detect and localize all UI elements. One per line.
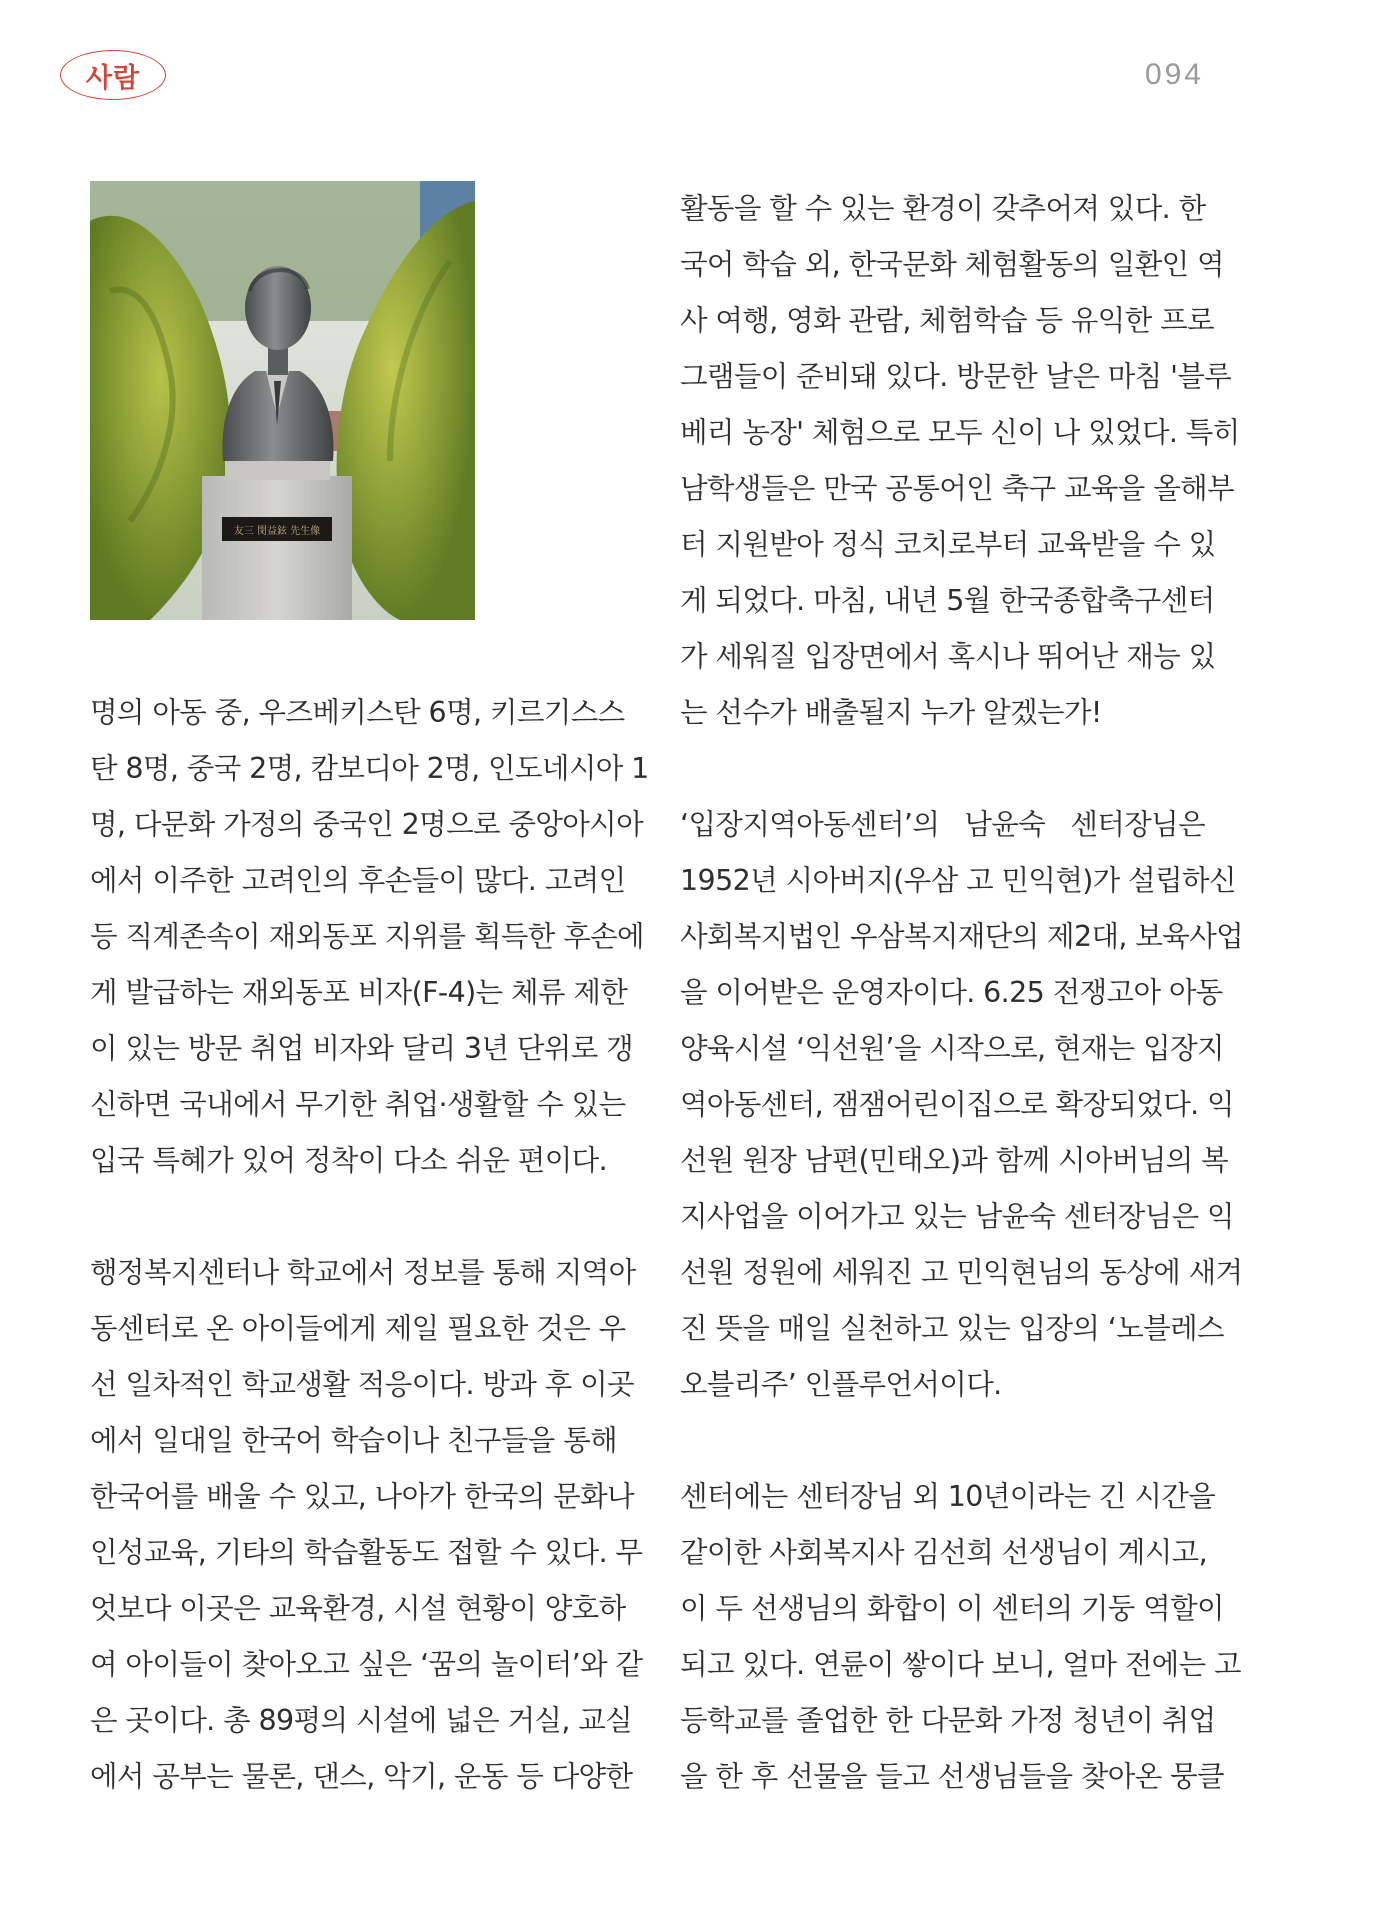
- text-line: 을 한 후 선물을 들고 선생님들을 찾아온 뭉클: [680, 1760, 1224, 1793]
- text-line: 이 있는 방문 취업 비자와 달리 3년 단위로 갱: [90, 1032, 634, 1065]
- section-label: 사람: [85, 62, 141, 94]
- text-line: 게 되었다. 마침, 내년 5월 한국종합축구센터: [680, 584, 1215, 617]
- text-line: 베리 농장' 체험으로 모두 신이 나 있었다. 특히: [680, 416, 1240, 449]
- text-line: 등학교를 졸업한 한 다문화 가정 청년이 취업: [680, 1704, 1216, 1737]
- text-line: 엇보다 이곳은 교육환경, 시설 현황이 양호하: [90, 1592, 626, 1625]
- text-line: 은 곳이다. 총 89평의 시설에 넓은 거실, 교실: [90, 1704, 633, 1737]
- text-line: 센터에는 센터장님 외 10년이라는 긴 시간을: [680, 1480, 1216, 1513]
- section-badge: [60, 50, 166, 100]
- text-line: 터 지원받아 정식 코치로부터 교육받을 수 있: [680, 528, 1216, 561]
- right-paragraph-2: [680, 797, 1244, 1413]
- right-paragraph-3: [680, 1469, 1241, 1805]
- text-line: 가 세워질 입장면에서 혹시나 뛰어난 재능 있: [680, 640, 1216, 673]
- text-line: 사회복지법인 우삼복지재단의 제2대, 보육사업: [680, 920, 1244, 953]
- text-line: 행정복지센터나 학교에서 정보를 통해 지역아: [90, 1256, 636, 1289]
- text-line: 양육시설 ‘익선원’을 시작으로, 현재는 입장지: [680, 1032, 1224, 1065]
- text-line: 그램들이 준비돼 있다. 방문한 날은 마침 '블루: [680, 360, 1232, 393]
- text-line: 입국 특혜가 있어 정착이 다소 쉬운 편이다.: [90, 1144, 608, 1177]
- text-line: 오블리주’ 인플루언서이다.: [680, 1368, 1002, 1401]
- left-paragraph-2: [90, 1245, 643, 1805]
- right-paragraph-1: [680, 181, 1240, 741]
- left-column: [90, 685, 649, 1805]
- text-line: 활동을 할 수 있는 환경이 갖추어져 있다. 한: [680, 192, 1206, 225]
- text-line: 을 이어받은 운영자이다. 6.25 전쟁고아 아동: [680, 976, 1223, 1009]
- text-line: 역아동센터, 잼잼어린이집으로 확장되었다. 익: [680, 1088, 1234, 1121]
- left-paragraph-1: [90, 685, 649, 1189]
- text-line: 되고 있다. 연륜이 쌓이다 보니, 얼마 전에는 고: [680, 1648, 1241, 1681]
- text-line: 신하면 국내에서 무기한 취업·생활할 수 있는: [90, 1088, 626, 1121]
- text-line: 인성교육, 기타의 학습활동도 접할 수 있다. 무: [90, 1536, 643, 1569]
- text-line: 한국어를 배울 수 있고, 나아가 한국의 문화나: [90, 1480, 634, 1513]
- text-line: 에서 일대일 한국어 학습이나 친구들을 통해: [90, 1424, 618, 1457]
- text-line: 에서 이주한 고려인의 후손들이 많다. 고려인: [90, 864, 626, 897]
- text-line: 1952년 시아버지(우삼 고 민익현)가 설립하신: [680, 864, 1236, 897]
- right-column: [680, 181, 1244, 1805]
- text-line: 등 직계존속이 재외동포 지위를 획득한 후손에: [90, 920, 644, 953]
- text-line: 이 두 선생님의 화합이 이 센터의 기둥 역할이: [680, 1592, 1224, 1625]
- statue-photo: [90, 181, 475, 620]
- text-line: ‘입장지역아동센터’의 남윤숙 센터장님은: [680, 808, 1205, 841]
- text-line: 남학생들은 만국 공통어인 축구 교육을 올해부: [680, 472, 1234, 505]
- text-line: 동센터로 온 아이들에게 제일 필요한 것은 우: [90, 1312, 626, 1345]
- text-line: 선원 정원에 세워진 고 민익현님의 동상에 새겨: [680, 1256, 1243, 1289]
- text-line: 사 여행, 영화 관람, 체험학습 등 유익한 프로: [680, 304, 1214, 337]
- text-line: 에서 공부는 물론, 댄스, 악기, 운동 등 다양한: [90, 1760, 633, 1793]
- text-line: 여 아이들이 찾아오고 싶은 ‘꿈의 놀이터’와 같: [90, 1648, 643, 1681]
- text-line: 탄 8명, 중국 2명, 캄보디아 2명, 인도네시아 1: [90, 752, 649, 785]
- page-number: 094: [1144, 58, 1204, 91]
- text-line: 명, 다문화 가정의 중국인 2명으로 중앙아시아: [90, 808, 644, 841]
- text-line: 선 일차적인 학교생활 적응이다. 방과 후 이곳: [90, 1368, 634, 1401]
- text-line: 진 뜻을 매일 실천하고 있는 입장의 ‘노블레스: [680, 1312, 1224, 1345]
- plaque-inscription: 友三 閔益鉉 先生像: [233, 526, 321, 537]
- text-line: 는 선수가 배출될지 누가 알겠는가!: [680, 696, 1102, 729]
- text-line: 명의 아동 중, 우즈베키스탄 6명, 키르기스스: [90, 696, 625, 729]
- text-line: 게 발급하는 재외동포 비자(F-4)는 체류 제한: [90, 976, 628, 1009]
- text-line: 선원 원장 남편(민태오)과 함께 시아버님의 복: [680, 1144, 1229, 1177]
- text-line: 국어 학습 외, 한국문화 체험활동의 일환인 역: [680, 248, 1224, 281]
- text-line: 지사업을 이어가고 있는 남윤숙 센터장님은 익: [680, 1200, 1234, 1233]
- text-line: 같이한 사회복지사 김선희 선생님이 계시고,: [680, 1536, 1208, 1569]
